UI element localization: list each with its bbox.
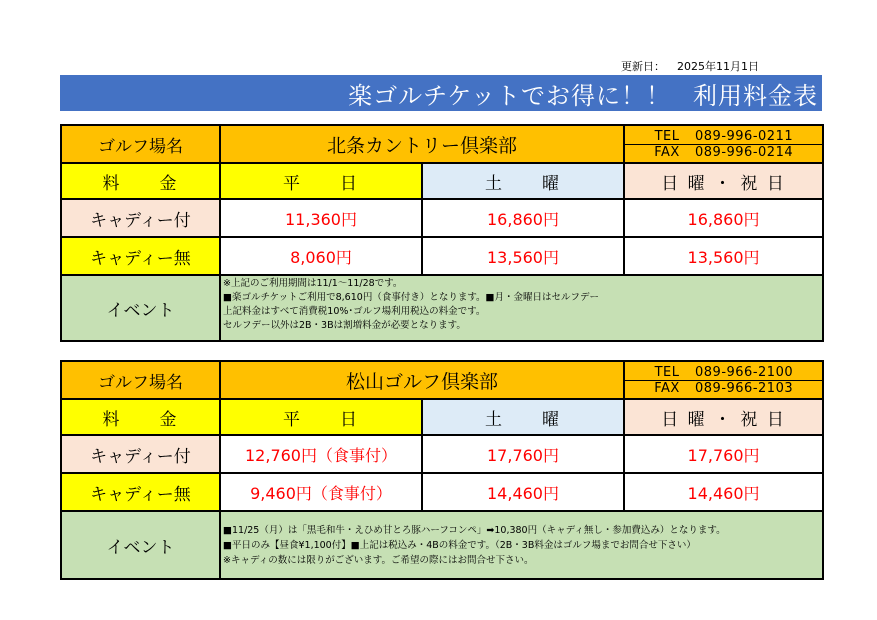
col-holiday: 日 曜 ・ 祝 日 [624, 399, 823, 435]
tel-label: TEL [654, 364, 680, 380]
price-caddie-saturday: 16,860円 [422, 199, 624, 237]
course-name-label: ゴルフ場名 [61, 125, 220, 163]
col-saturday: 土 曜 [422, 163, 624, 199]
col-weekday: 平 日 [220, 399, 422, 435]
event-notes [220, 275, 823, 341]
course-name: 北条カントリー倶楽部 [220, 125, 624, 163]
col-weekday: 平 日 [220, 163, 422, 199]
update-label: 更新日： [621, 60, 665, 73]
row-caddie-label: キャディー付 [61, 199, 220, 237]
price-nocaddie-saturday: 13,560円 [422, 237, 624, 275]
price-nocaddie-weekday: 8,060円 [220, 237, 422, 275]
event-label: イベント [61, 511, 220, 579]
event-label: イベント [61, 275, 220, 341]
col-saturday: 土 曜 [422, 399, 624, 435]
page-title: 楽ゴルチケットでお得に！！ [348, 81, 671, 110]
price-caddie-weekday: 11,360円 [220, 199, 422, 237]
update-value: 2025年11月1日 [677, 60, 759, 73]
fax-line [625, 144, 822, 160]
row-caddie-label: キャディー付 [61, 435, 220, 473]
fee-label: 料 金 [61, 399, 220, 435]
price-nocaddie-holiday: 14,460円 [624, 473, 823, 511]
fax-label: FAX [654, 144, 680, 160]
page-subtitle: 利用料金表 [693, 81, 818, 110]
row-nocaddie-label: キャディー無 [61, 473, 220, 511]
fax-number: 089-966-2103 [695, 380, 794, 396]
rate-table-matsuyama [60, 360, 824, 580]
tel-number: 089-966-2100 [695, 364, 794, 380]
price-caddie-holiday: 16,860円 [624, 199, 823, 237]
contact-cell [624, 125, 823, 163]
fee-label: 料 金 [61, 163, 220, 199]
fax-line [625, 380, 822, 396]
event-note-line: ■楽ゴルチケットご利用で8,610円（食事付き）となります。■月・金曜日はセルフデー [223, 292, 600, 303]
event-notes [220, 511, 823, 579]
tel-line [625, 365, 822, 380]
fax-number: 089-996-0214 [695, 144, 794, 160]
tel-label: TEL [654, 128, 680, 144]
event-note-line: ■11/25（月）は「黒毛和牛・えひめ甘とろ豚ハーフコンペ」➡10,380円（キャディ無し・参加費込み）となります。 [223, 524, 726, 536]
event-note-line: セルフデー以外は2B・3Bは割増料金が必要となります。 [223, 320, 466, 331]
contact-cell [624, 361, 823, 399]
course-name: 松山ゴルフ倶楽部 [220, 361, 624, 399]
price-nocaddie-weekday: 9,460円（食事付） [220, 473, 422, 511]
event-note-line: 上記料金はすべて消費税10%･ゴルフ場利用税込の料金です。 [223, 306, 486, 317]
page-title-banner [60, 75, 822, 111]
tel-line [625, 129, 822, 144]
event-note-line: ※キャディの数には限りがございます。ご希望の際にはお問合せ下さい。 [223, 554, 534, 566]
event-note-line: ■平日のみ【昼食¥1,100付】■上記は税込み・4Bの料金です。（2B・3B料金はゴルフ場までお問合せ下さい） [223, 539, 696, 551]
course-name-label: ゴルフ場名 [61, 361, 220, 399]
price-nocaddie-holiday: 13,560円 [624, 237, 823, 275]
rate-table-hojo [60, 124, 824, 342]
col-holiday: 日 曜 ・ 祝 日 [624, 163, 823, 199]
price-caddie-weekday: 12,760円（食事付） [220, 435, 422, 473]
row-nocaddie-label: キャディー無 [61, 237, 220, 275]
price-caddie-holiday: 17,760円 [624, 435, 823, 473]
price-caddie-saturday: 17,760円 [422, 435, 624, 473]
event-note-line: ※上記のご利用期間は11/1～11/28です。 [223, 278, 403, 289]
price-nocaddie-saturday: 14,460円 [422, 473, 624, 511]
tel-number: 089-996-0211 [695, 128, 794, 144]
update-date [621, 58, 759, 74]
fax-label: FAX [654, 380, 680, 396]
